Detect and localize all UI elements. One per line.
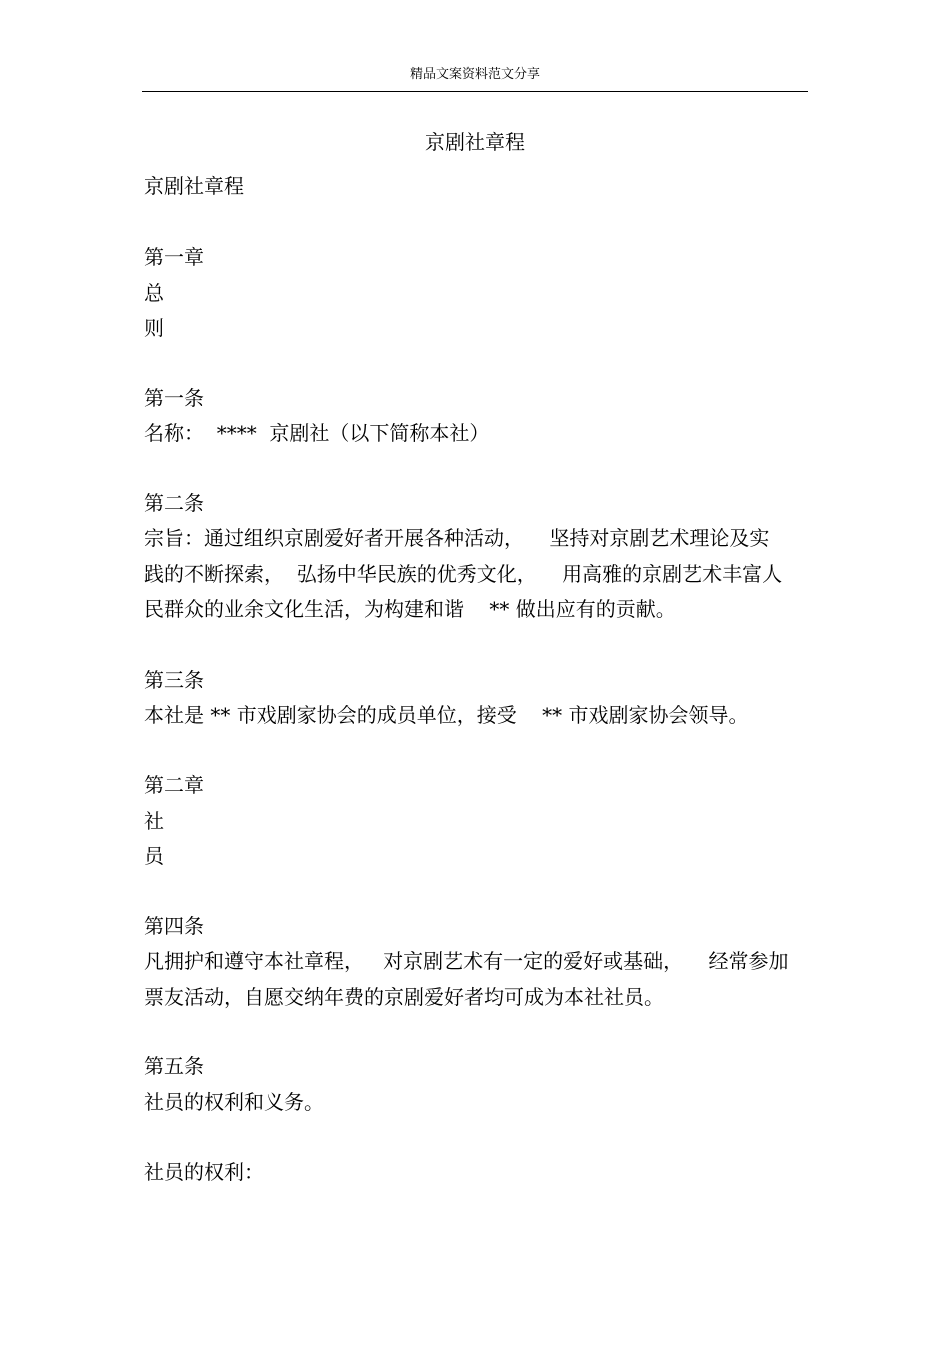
chapter-title-char: 则 (144, 316, 164, 340)
article-heading: 第五条 (144, 1054, 204, 1078)
chapter-heading: 第二章 (144, 773, 204, 797)
document-title: 京剧社章程 (425, 130, 525, 154)
article-text: 凡拥护和遵守本社章程， 对京剧艺术有一定的爱好或基础， 经常参加 (144, 949, 789, 973)
chapter-heading: 第一章 (144, 245, 204, 269)
body-heading: 京剧社章程 (144, 174, 244, 198)
article-text: 本社是 ** 市戏剧家协会的成员单位，接受 ** 市戏剧家协会领导。 (144, 703, 749, 727)
article-heading: 第三条 (144, 668, 204, 692)
header-divider (142, 91, 808, 92)
article-text: 民群众的业余文化生活，为构建和谐 ** 做出应有的贡献。 (144, 597, 676, 621)
page-header: 精品文案资料范文分享 (409, 67, 540, 82)
article-heading: 第二条 (144, 491, 204, 515)
article-text: 票友活动，自愿交纳年费的京剧爱好者均可成为本社社员。 (144, 985, 664, 1009)
article-text: 践的不断探索， 弘扬中华民族的优秀文化， 用高雅的京剧艺术丰富人 (144, 562, 783, 586)
chapter-title-char: 员 (144, 844, 164, 868)
article-text: 名称： **** 京剧社（以下简称本社） (144, 421, 490, 445)
article-heading: 第四条 (144, 914, 204, 938)
article-heading: 第一条 (144, 386, 204, 410)
chapter-title-char: 总 (144, 281, 164, 305)
article-text: 社员的权利和义务。 (144, 1090, 324, 1114)
chapter-title-char: 社 (144, 809, 164, 833)
article-text: 宗旨：通过组织京剧爱好者开展各种活动， 坚持对京剧艺术理论及实 (144, 526, 770, 550)
section-heading: 社员的权利： (144, 1160, 264, 1184)
